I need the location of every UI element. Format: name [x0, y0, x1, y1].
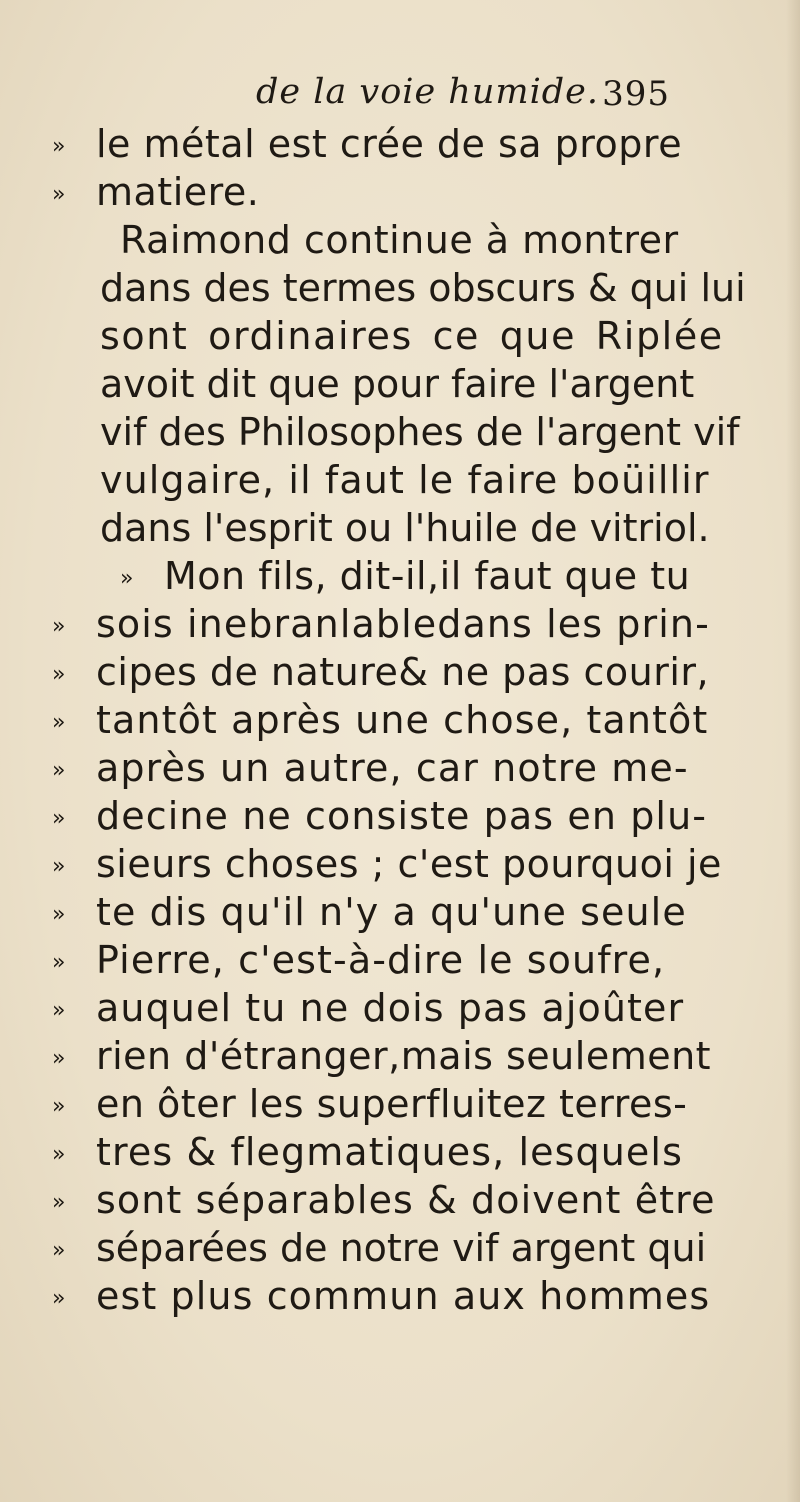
line-text: vulgaire, il faut le faire boüillir — [100, 458, 710, 502]
line-text: sont ordinaires ce que Riplée — [100, 314, 724, 358]
line-text: auquel tu ne dois pas ajoûter — [96, 986, 685, 1030]
text-line-7 — [100, 408, 760, 456]
line-text: dans des termes obscurs & qui lui — [100, 266, 746, 310]
quote-mark: » — [52, 1094, 66, 1119]
quote-mark: » — [52, 950, 66, 975]
line-text: sois inebranlabledans les prin- — [96, 602, 710, 646]
line-text: vif des Philosophes de l'argent vif — [100, 410, 740, 454]
line-text: Raimond continue à montrer — [120, 218, 679, 262]
quote-mark: » — [52, 1286, 66, 1311]
quote-mark: » — [52, 1046, 66, 1071]
text-line-17 — [52, 888, 760, 936]
quote-mark: » — [52, 182, 66, 207]
text-line-2 — [52, 168, 760, 216]
text-line-15 — [52, 792, 760, 840]
text-line-1 — [52, 120, 760, 168]
page-edge-shadow — [786, 0, 800, 1502]
quote-mark: » — [52, 854, 66, 879]
text-line-19 — [52, 984, 760, 1032]
text-line-3 — [100, 216, 760, 264]
line-text: sont séparables & doivent être — [96, 1178, 716, 1222]
text-line-25 — [52, 1272, 760, 1320]
text-line-6 — [100, 360, 760, 408]
line-text: Pierre, c'est-à-dire le soufre, — [96, 938, 666, 982]
quote-mark: » — [52, 614, 66, 639]
text-line-13 — [52, 696, 760, 744]
line-text: cipes de nature& ne pas courir, — [96, 650, 710, 694]
line-text: te dis qu'il n'y a qu'une seule — [96, 890, 687, 934]
text-line-4 — [100, 264, 760, 312]
line-text: decine ne consiste pas en plu- — [96, 794, 708, 838]
text-line-16 — [52, 840, 760, 888]
line-text: matiere. — [96, 170, 260, 214]
line-text: tres & flegmatiques, lesquels — [96, 1130, 683, 1174]
quote-mark: » — [120, 566, 134, 591]
quote-mark: » — [52, 1190, 66, 1215]
running-head — [250, 72, 670, 116]
line-text: sieurs choses ; c'est pourquoi je — [96, 842, 722, 886]
text-line-22 — [52, 1128, 760, 1176]
page-number: 395 — [602, 74, 670, 114]
text-line-12 — [52, 648, 760, 696]
text-block — [52, 120, 760, 1320]
line-text: séparées de notre vif argent qui — [96, 1226, 707, 1270]
text-line-9 — [100, 504, 760, 552]
line-text: dans l'esprit ou l'huile de vitriol. — [100, 506, 710, 550]
text-line-23 — [52, 1176, 760, 1224]
text-line-24 — [52, 1224, 760, 1272]
quote-mark: » — [52, 902, 66, 927]
text-line-10 — [100, 552, 760, 600]
text-line-21 — [52, 1080, 760, 1128]
text-line-18 — [52, 936, 760, 984]
quote-mark: » — [52, 662, 66, 687]
quote-mark: » — [52, 1238, 66, 1263]
line-text: tantôt après une chose, tantôt — [96, 698, 709, 742]
line-text: en ôter les superfluitez terres- — [96, 1082, 688, 1126]
quote-mark: » — [52, 1142, 66, 1167]
quote-mark: » — [52, 710, 66, 735]
text-line-8 — [100, 456, 760, 504]
line-text: rien d'étranger,mais seulement — [96, 1034, 712, 1078]
quote-mark: » — [52, 758, 66, 783]
line-text: avoit dit que pour faire l'argent — [100, 362, 695, 406]
line-text: le métal est crée de sa propre — [96, 122, 683, 166]
running-title: de la voie humide. — [256, 72, 600, 112]
text-line-11 — [52, 600, 760, 648]
quote-mark: » — [52, 806, 66, 831]
line-text: Mon fils, dit-il,il faut que tu — [164, 554, 691, 598]
line-text: après un autre, car notre me- — [96, 746, 689, 790]
text-line-20 — [52, 1032, 760, 1080]
text-line-5 — [100, 312, 760, 360]
text-line-14 — [52, 744, 760, 792]
quote-mark: » — [52, 134, 66, 159]
quote-mark: » — [52, 998, 66, 1023]
line-text: est plus commun aux hommes — [96, 1274, 711, 1318]
